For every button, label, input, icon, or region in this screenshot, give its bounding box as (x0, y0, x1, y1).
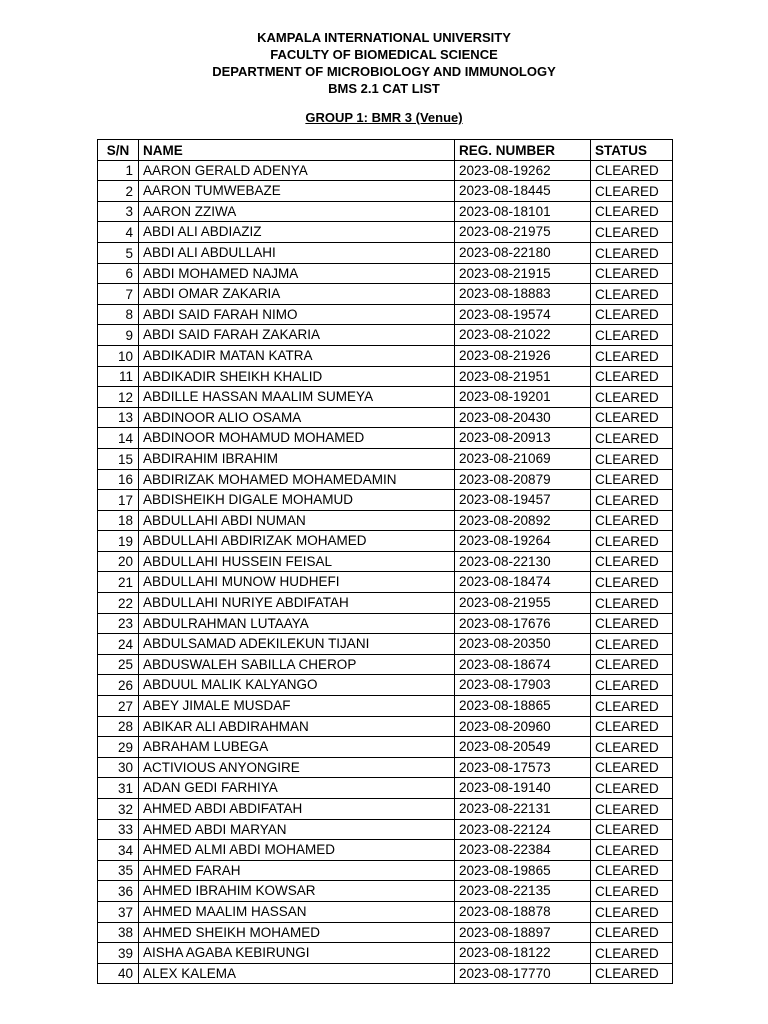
reg-number: 2023-08-21022 (455, 325, 591, 346)
row-sn: 23 (98, 613, 139, 634)
table-row (98, 242, 673, 263)
status-value: CLEARED (591, 593, 673, 614)
reg-number: 2023-08-18883 (455, 284, 591, 305)
row-sn: 31 (98, 778, 139, 799)
student-name: ABDI SAID FARAH ZAKARIA (139, 325, 455, 346)
reg-number: 2023-08-21951 (455, 366, 591, 387)
status-value: CLEARED (591, 943, 673, 964)
table-row (98, 366, 673, 387)
student-name: AARON GERALD ADENYA (139, 160, 455, 181)
student-name: ABDINOOR ALIO OSAMA (139, 407, 455, 428)
student-name: ABIKAR ALI ABDIRAHMAN (139, 716, 455, 737)
status-value: CLEARED (591, 881, 673, 902)
student-name: ABDULSAMAD ADEKILEKUN TIJANI (139, 634, 455, 655)
row-sn: 6 (98, 263, 139, 284)
table-row (98, 222, 673, 243)
reg-number: 2023-08-18101 (455, 201, 591, 222)
table-row (98, 757, 673, 778)
reg-number: 2023-08-22180 (455, 242, 591, 263)
student-name: ABEY JIMALE MUSDAF (139, 696, 455, 717)
student-name: ABDIKADIR MATAN KATRA (139, 345, 455, 366)
table-row (98, 860, 673, 881)
reg-number: 2023-08-22130 (455, 551, 591, 572)
table-row (98, 304, 673, 325)
status-value: CLEARED (591, 696, 673, 717)
row-sn: 11 (98, 366, 139, 387)
reg-number: 2023-08-18445 (455, 181, 591, 202)
status-value: CLEARED (591, 428, 673, 449)
reg-number: 2023-08-21069 (455, 448, 591, 469)
table-row (98, 387, 673, 408)
reg-number: 2023-08-17573 (455, 757, 591, 778)
table-row (98, 531, 673, 552)
reg-number: 2023-08-19457 (455, 490, 591, 511)
column-header-reg-number: REG. NUMBER (455, 140, 591, 161)
reg-number: 2023-08-18897 (455, 922, 591, 943)
reg-number: 2023-08-18865 (455, 696, 591, 717)
table-row (98, 490, 673, 511)
row-sn: 3 (98, 201, 139, 222)
table-row (98, 613, 673, 634)
student-name: AARON TUMWEBAZE (139, 181, 455, 202)
status-value: CLEARED (591, 819, 673, 840)
student-name: ABDIKADIR SHEIKH KHALID (139, 366, 455, 387)
table-row (98, 593, 673, 614)
row-sn: 13 (98, 407, 139, 428)
student-name: ABDI ALI ABDIAZIZ (139, 222, 455, 243)
row-sn: 33 (98, 819, 139, 840)
status-value: CLEARED (591, 284, 673, 305)
table-row (98, 799, 673, 820)
status-value: CLEARED (591, 448, 673, 469)
student-name: AHMED IBRAHIM KOWSAR (139, 881, 455, 902)
table-row (98, 943, 673, 964)
row-sn: 7 (98, 284, 139, 305)
reg-number: 2023-08-18674 (455, 654, 591, 675)
student-name: ABDI ALI ABDULLAHI (139, 242, 455, 263)
status-value: CLEARED (591, 901, 673, 922)
row-sn: 2 (98, 181, 139, 202)
table-row (98, 181, 673, 202)
row-sn: 20 (98, 551, 139, 572)
row-sn: 29 (98, 737, 139, 758)
student-name: AHMED FARAH (139, 860, 455, 881)
student-name: AARON ZZIWA (139, 201, 455, 222)
student-name: AHMED ABDI ABDIFATAH (139, 799, 455, 820)
status-value: CLEARED (591, 551, 673, 572)
row-sn: 19 (98, 531, 139, 552)
table-row (98, 737, 673, 758)
student-name: ABDISHEIKH DIGALE MOHAMUD (139, 490, 455, 511)
group-title: GROUP 1: BMR 3 (Venue) (305, 110, 463, 125)
table-row (98, 963, 673, 984)
student-name: ABDINOOR MOHAMUD MOHAMED (139, 428, 455, 449)
status-value: CLEARED (591, 242, 673, 263)
reg-number: 2023-08-20892 (455, 510, 591, 531)
row-sn: 1 (98, 160, 139, 181)
reg-number: 2023-08-20430 (455, 407, 591, 428)
column-header-sn: S/N (98, 140, 139, 161)
row-sn: 24 (98, 634, 139, 655)
document-header (0, 29, 768, 97)
status-value: CLEARED (591, 531, 673, 552)
row-sn: 5 (98, 242, 139, 263)
row-sn: 30 (98, 757, 139, 778)
reg-number: 2023-08-22384 (455, 840, 591, 861)
status-value: CLEARED (591, 387, 673, 408)
student-name: ALEX KALEMA (139, 963, 455, 984)
student-name: AHMED ABDI MARYAN (139, 819, 455, 840)
row-sn: 34 (98, 840, 139, 861)
row-sn: 27 (98, 696, 139, 717)
student-name: AISHA AGABA KEBIRUNGI (139, 943, 455, 964)
row-sn: 40 (98, 963, 139, 984)
status-value: CLEARED (591, 922, 673, 943)
student-name: ABDULLAHI HUSSEIN FEISAL (139, 551, 455, 572)
student-name: ABRAHAM LUBEGA (139, 737, 455, 758)
university-name: KAMPALA INTERNATIONAL UNIVERSITY (257, 30, 511, 45)
reg-number: 2023-08-20879 (455, 469, 591, 490)
status-value: CLEARED (591, 860, 673, 881)
status-value: CLEARED (591, 675, 673, 696)
status-value: CLEARED (591, 263, 673, 284)
row-sn: 39 (98, 943, 139, 964)
table-row (98, 901, 673, 922)
row-sn: 22 (98, 593, 139, 614)
reg-number: 2023-08-20913 (455, 428, 591, 449)
reg-number: 2023-08-19140 (455, 778, 591, 799)
student-name: ABDIRIZAK MOHAMED MOHAMEDAMIN (139, 469, 455, 490)
row-sn: 9 (98, 325, 139, 346)
table-row (98, 510, 673, 531)
student-name: ABDULLAHI ABDI NUMAN (139, 510, 455, 531)
reg-number: 2023-08-22135 (455, 881, 591, 902)
department-name: DEPARTMENT OF MICROBIOLOGY AND IMMUNOLOGY (212, 64, 556, 79)
status-value: CLEARED (591, 510, 673, 531)
status-value: CLEARED (591, 325, 673, 346)
table-row (98, 160, 673, 181)
reg-number: 2023-08-22131 (455, 799, 591, 820)
student-name: ABDIRAHIM IBRAHIM (139, 448, 455, 469)
reg-number: 2023-08-19865 (455, 860, 591, 881)
status-value: CLEARED (591, 654, 673, 675)
row-sn: 25 (98, 654, 139, 675)
table-row (98, 428, 673, 449)
table-row (98, 407, 673, 428)
row-sn: 10 (98, 345, 139, 366)
status-value: CLEARED (591, 613, 673, 634)
reg-number: 2023-08-21955 (455, 593, 591, 614)
status-value: CLEARED (591, 572, 673, 593)
status-value: CLEARED (591, 799, 673, 820)
status-value: CLEARED (591, 201, 673, 222)
reg-number: 2023-08-20960 (455, 716, 591, 737)
table-row (98, 922, 673, 943)
row-sn: 35 (98, 860, 139, 881)
table-header-row (98, 140, 673, 161)
status-value: CLEARED (591, 840, 673, 861)
row-sn: 17 (98, 490, 139, 511)
status-value: CLEARED (591, 469, 673, 490)
row-sn: 38 (98, 922, 139, 943)
student-name: ADAN GEDI FARHIYA (139, 778, 455, 799)
table-row (98, 840, 673, 861)
column-header-name: NAME (139, 140, 455, 161)
row-sn: 4 (98, 222, 139, 243)
status-value: CLEARED (591, 490, 673, 511)
student-name: ABDULLAHI ABDIRIZAK MOHAMED (139, 531, 455, 552)
reg-number: 2023-08-22124 (455, 819, 591, 840)
reg-number: 2023-08-18878 (455, 901, 591, 922)
student-name: ABDULLAHI MUNOW HUDHEFI (139, 572, 455, 593)
list-title: BMS 2.1 CAT LIST (328, 81, 440, 96)
table-row (98, 284, 673, 305)
reg-number: 2023-08-19201 (455, 387, 591, 408)
reg-number: 2023-08-20350 (455, 634, 591, 655)
table-row (98, 778, 673, 799)
status-value: CLEARED (591, 737, 673, 758)
table-row (98, 263, 673, 284)
reg-number: 2023-08-17903 (455, 675, 591, 696)
student-name: AHMED SHEIKH MOHAMED (139, 922, 455, 943)
faculty-name: FACULTY OF BIOMEDICAL SCIENCE (270, 47, 498, 62)
student-table (97, 139, 673, 984)
status-value: CLEARED (591, 407, 673, 428)
student-name: ABDI OMAR ZAKARIA (139, 284, 455, 305)
reg-number: 2023-08-21975 (455, 222, 591, 243)
table-body (98, 160, 673, 984)
table-row (98, 881, 673, 902)
row-sn: 21 (98, 572, 139, 593)
student-name: ABDULRAHMAN LUTAAYA (139, 613, 455, 634)
reg-number: 2023-08-19574 (455, 304, 591, 325)
status-value: CLEARED (591, 222, 673, 243)
table-row (98, 345, 673, 366)
row-sn: 37 (98, 901, 139, 922)
student-name: ABDUSWALEH SABILLA CHEROP (139, 654, 455, 675)
status-value: CLEARED (591, 304, 673, 325)
table-row (98, 448, 673, 469)
student-name: ACTIVIOUS ANYONGIRE (139, 757, 455, 778)
reg-number: 2023-08-17676 (455, 613, 591, 634)
row-sn: 36 (98, 881, 139, 902)
reg-number: 2023-08-21926 (455, 345, 591, 366)
row-sn: 8 (98, 304, 139, 325)
row-sn: 18 (98, 510, 139, 531)
student-name: ABDUUL MALIK KALYANGO (139, 675, 455, 696)
row-sn: 15 (98, 448, 139, 469)
table-row (98, 675, 673, 696)
reg-number: 2023-08-21915 (455, 263, 591, 284)
status-value: CLEARED (591, 716, 673, 737)
status-value: CLEARED (591, 963, 673, 984)
table-row (98, 551, 673, 572)
reg-number: 2023-08-19262 (455, 160, 591, 181)
status-value: CLEARED (591, 634, 673, 655)
student-name: AHMED MAALIM HASSAN (139, 901, 455, 922)
student-name: ABDI MOHAMED NAJMA (139, 263, 455, 284)
student-name: ABDI SAID FARAH NIMO (139, 304, 455, 325)
row-sn: 12 (98, 387, 139, 408)
reg-number: 2023-08-18474 (455, 572, 591, 593)
status-value: CLEARED (591, 160, 673, 181)
row-sn: 28 (98, 716, 139, 737)
reg-number: 2023-08-19264 (455, 531, 591, 552)
row-sn: 32 (98, 799, 139, 820)
reg-number: 2023-08-20549 (455, 737, 591, 758)
status-value: CLEARED (591, 778, 673, 799)
status-value: CLEARED (591, 366, 673, 387)
row-sn: 14 (98, 428, 139, 449)
table-row (98, 634, 673, 655)
status-value: CLEARED (591, 757, 673, 778)
table-row (98, 572, 673, 593)
table-row (98, 325, 673, 346)
student-name: ABDULLAHI NURIYE ABDIFATAH (139, 593, 455, 614)
table-row (98, 201, 673, 222)
table-row (98, 716, 673, 737)
reg-number: 2023-08-17770 (455, 963, 591, 984)
student-name: AHMED ALMI ABDI MOHAMED (139, 840, 455, 861)
row-sn: 26 (98, 675, 139, 696)
table-row (98, 654, 673, 675)
status-value: CLEARED (591, 181, 673, 202)
column-header-status: STATUS (591, 140, 673, 161)
table-row (98, 696, 673, 717)
student-name: ABDILLE HASSAN MAALIM SUMEYA (139, 387, 455, 408)
status-value: CLEARED (591, 345, 673, 366)
table-row (98, 819, 673, 840)
table-row (98, 469, 673, 490)
row-sn: 16 (98, 469, 139, 490)
reg-number: 2023-08-18122 (455, 943, 591, 964)
